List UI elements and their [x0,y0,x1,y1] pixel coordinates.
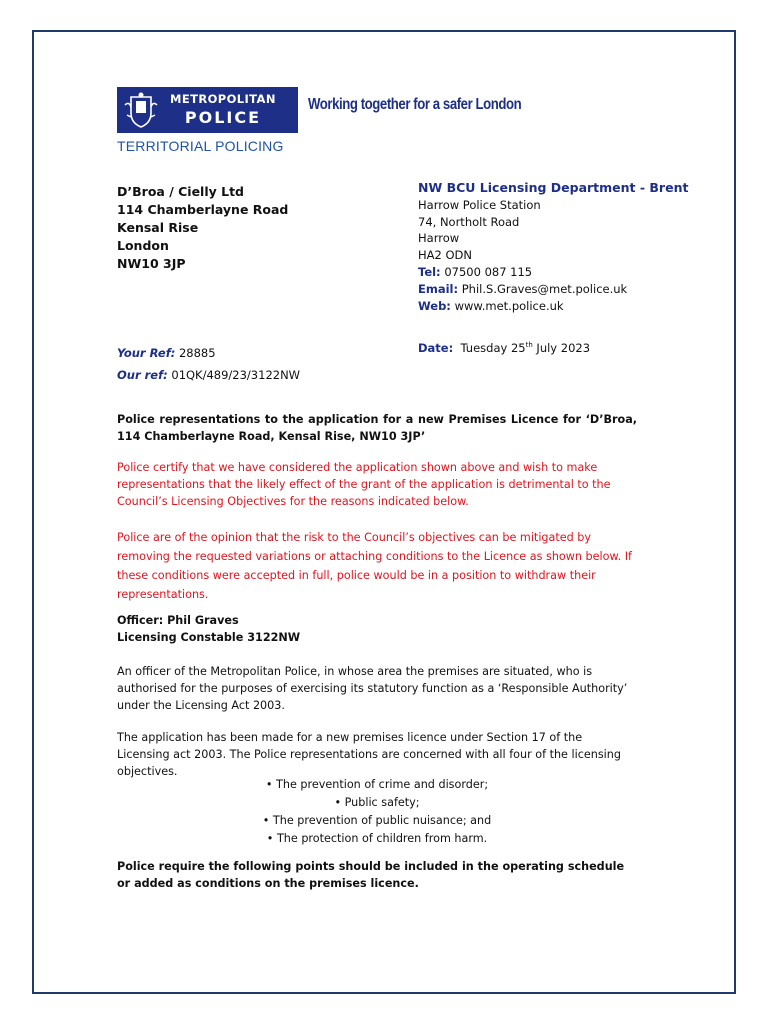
our-ref [117,364,300,386]
email-label: Email: [418,281,459,296]
officer-paragraph: An officer of the Metropolitan Police, in whose area the premises are situated, who is authorised for the purposes of exercising its statutory function as a ‘Responsible Authority’ under the Licensing Act 2003. [117,665,628,712]
tel-label: Tel: [418,264,441,279]
application-paragraph: The application has been made for a new premises licence under Section 17 of the Licensing act 2003. The Police representations are concerned with all four of the licensing objectives. [117,731,621,778]
sender-web [418,298,688,315]
sender-department: NW BCU Licensing Department - Brent [418,180,689,195]
sender-address-line: 74, Northolt Road [418,214,520,229]
date-value-prefix: Tuesday 25 [460,341,526,355]
logo-line-2: POLICE [184,107,262,127]
red-paragraph-opinion: Police are of the opinion that the risk to the Council’s objectives can be mitigated by removing the requested variations or attaching conditions to the Licence as shown below. If these conditions were accepted in full, police would be in a position to withdraw their representations. [117,531,632,601]
officer-block [117,612,637,646]
met-police-logo [117,87,298,133]
your-ref-label: Your Ref: [117,346,176,360]
sender-block [418,180,688,314]
recipient-address [117,183,288,273]
division-title: TERRITORIAL POLICING [117,138,284,154]
list-item: • The protection of children from harm. [266,832,488,845]
tagline: Working together for a safer London [308,96,522,113]
our-ref-label: Our ref: [117,368,168,382]
date-value-suffix: July 2023 [532,341,591,355]
email-value[interactable]: Phil.S.Graves@met.police.uk [461,281,628,296]
recipient-line: NW10 3JP [117,256,186,271]
officer-title: Licensing Constable 3122NW [117,631,301,644]
your-ref-value: 28885 [178,346,216,360]
web-value[interactable]: www.met.police.uk [454,298,564,313]
page-border [32,30,736,994]
sender-tel [418,264,688,281]
recipient-line: 114 Chamberlayne Road [117,202,289,217]
our-ref-value: 01QK/489/23/3122NW [171,368,301,382]
crest-icon [120,90,162,130]
recipient-line: London [117,238,169,253]
logo-line-1: METROPOLITAN [170,92,276,107]
list-item: • The prevention of crime and disorder; [265,778,489,791]
sender-address-line: Harrow [418,231,460,246]
red-paragraph-certify: Police certify that we have considered the application shown above and wish to make representations that the likely effect of the grant of the application is detrimental to the Council’s Licensing Objectives for the reasons indicated below. [117,461,611,508]
recipient-line: Kensal Rise [117,220,199,235]
date-label: Date: [418,341,454,355]
list-item: • Public safety; [334,796,420,809]
references [117,342,300,386]
sender-email [418,281,688,298]
recipient-line: D’Broa / Cielly Ltd [117,184,245,199]
sender-address-line: HA2 ODN [418,248,472,263]
sender-address-line: Harrow Police Station [418,197,541,212]
letter-heading: Police representations to the application for a new Premises Licence for ‘D’Broa, 114 Chamberlayne Road, Kensal Rise, NW10 3JP’ [117,413,637,443]
list-item: • The prevention of public nuisance; and [262,814,492,827]
closing-paragraph: Police require the following points should be included in the operating schedule or added as conditions on the premises licence. [117,860,625,890]
date-value-sup: th [525,341,533,350]
tel-value: 07500 087 115 [444,264,533,279]
objectives-list [117,776,637,848]
web-label: Web: [418,298,451,313]
your-ref [117,342,300,364]
officer-name: Officer: Phil Graves [117,614,239,627]
letter-date [418,341,590,355]
